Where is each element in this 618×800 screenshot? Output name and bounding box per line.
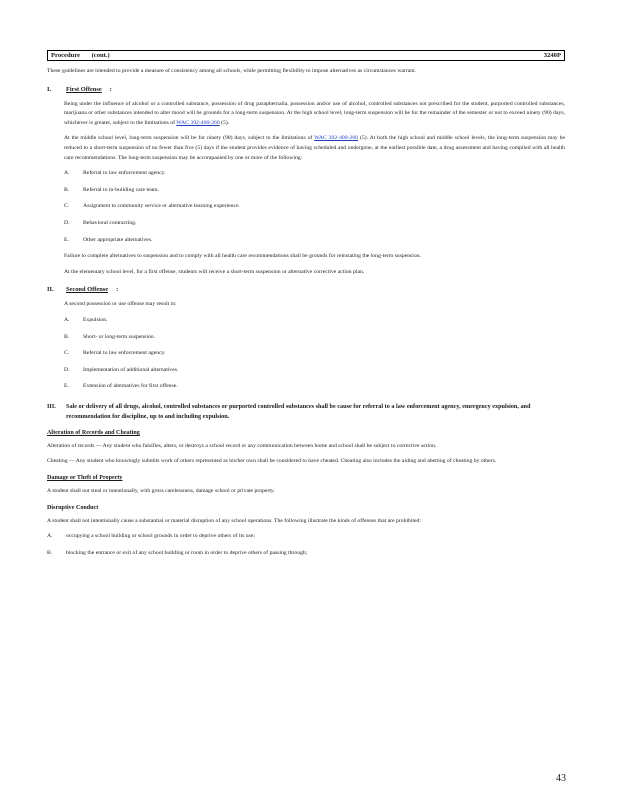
list-item-letter: B.	[64, 333, 70, 340]
list-item-text: Behavioral contracting.	[83, 219, 137, 226]
list-item	[47, 532, 565, 542]
disruptive-heading: Disruptive Conduct	[47, 504, 99, 511]
list-item-letter: D.	[64, 219, 70, 226]
disruptive-offenses-list	[47, 532, 565, 558]
list-item-letter: C.	[64, 203, 70, 210]
first-offense-paragraph-4: At the elementary school level, for a first offense, students will receive a short-term suspension or alternative corrective action plan.	[64, 268, 365, 275]
list-item-text: Other appropriate alternatives.	[83, 236, 153, 243]
paragraph-text: Being under the influence of alcohol or a controlled substance, possession of drug paraphernalia, possession and/or use of alcohol, controlled substances not prescribed for the student, purported controlled substances, marijuana or other substances intended to alter mood will be grounds for a long-term suspension. At the high school level, long-term suspension will be for the remainder of the semester or not to exceed ninety (90) days, whichever is greater, subject to the limitations of	[64, 100, 565, 126]
section-title: First Offense	[66, 85, 102, 93]
list-item	[64, 382, 565, 392]
section-number: II.	[47, 286, 54, 294]
section-first-offense	[47, 86, 565, 93]
wac-link[interactable]: WAC 392-400-260	[314, 135, 359, 142]
section-number: III.	[47, 402, 56, 410]
header-code: 3240P	[543, 52, 561, 59]
list-item-text: occupying a school building or school grounds in order to deprive others of its use;	[66, 533, 255, 540]
wac-link[interactable]: WAC 392-400-260	[176, 119, 220, 126]
list-item-text: Short- or long-term suspension.	[83, 333, 156, 340]
list-item	[64, 333, 565, 343]
list-item	[64, 366, 565, 376]
damage-paragraph: A student shall not steal or intentionally, with gross carelessness, damage school or private property.	[47, 488, 275, 495]
section-number: I.	[47, 85, 52, 93]
damage-heading: Damage or Theft of Property	[47, 475, 123, 482]
alteration-paragraph: Alteration of records — Any student who falsifies, alters, or destroys a school record or any communication between home and school shall be subject to corrective action.	[47, 442, 437, 449]
header-left: Procedure (cont.)	[51, 52, 110, 59]
paragraph-text: (5). At both the high school and middle school levels, the long-term suspension may be reduced to a short-term suspension of no fewer than five (5) days if the student provides evidence of having scheduled and undergone, at the earliest possible date, a drug assessment and having complied with all health care recommendations. The long-term suspension may be accompanied by one or more of the following:	[64, 135, 565, 161]
list-item-text: blocking the entrance or exit of any school building or room in order to deprive others of passing through;	[66, 549, 308, 556]
list-item-letter: B.	[64, 186, 70, 193]
page-number: 43	[556, 773, 566, 784]
list-item-letter: B.	[47, 549, 53, 556]
list-item	[64, 169, 565, 179]
list-item-text: Extension of alternatives for first offense.	[83, 383, 178, 390]
list-item-letter: A.	[47, 533, 53, 540]
list-item-text: Referral to law enforcement agency.	[83, 170, 166, 177]
list-item-letter: A.	[64, 316, 70, 323]
first-offense-options-list	[47, 169, 565, 245]
list-item-text: Expulsion.	[83, 316, 108, 323]
section-second-offense	[47, 286, 565, 293]
paragraph-text: (5).	[221, 119, 230, 126]
section-text: Sale or delivery of all drugs, alcohol, controlled substances or purported controlled substances shall be cause for referral to a law enforcement agency, emergency expulsion, and recommendation for discipline, up to and including expulsion.	[66, 402, 531, 420]
intro-paragraph: These guidelines are intended to provide a measure of consistency among all schools, while permitting flexibility to impose alternatives as circumstances warrant.	[47, 68, 417, 74]
list-item	[47, 549, 565, 559]
first-offense-paragraph-1	[64, 100, 565, 129]
alteration-heading: Alteration of Records and Cheating	[47, 429, 140, 436]
section-colon: :	[109, 85, 112, 93]
list-item	[64, 236, 565, 246]
list-item-letter: E.	[64, 383, 69, 390]
disruptive-paragraph: A student shall not intentionally cause a substantial or material disruption of any school operations. The following illustrate the kinds of offenses that are prohibited:	[47, 517, 421, 524]
paragraph-text: At the middle school level, long-term suspension will be for ninety (90) days, subject to the limitations of	[64, 135, 313, 142]
list-item	[64, 219, 565, 229]
list-item-letter: D.	[64, 366, 70, 373]
list-item	[64, 202, 565, 212]
list-item-text: Referral to in-building care team.	[83, 186, 159, 193]
list-item	[64, 186, 565, 196]
list-item	[64, 316, 565, 326]
first-offense-paragraph-2	[64, 134, 565, 163]
list-item-text: Implementation of additional alternatives.	[83, 366, 179, 373]
list-item-text: Assignment to community service or alternative learning experience.	[83, 203, 240, 210]
section-sale-delivery	[47, 402, 565, 422]
list-item-letter: C.	[64, 350, 70, 357]
cheating-paragraph: Cheating — Any student who knowingly submits work of others represented as his/her own shall be considered to have cheated. Cheating also includes the aiding and abetting of cheating by others.	[47, 458, 497, 465]
procedure-header	[47, 50, 565, 61]
list-item-text: Referral to law enforcement agency.	[83, 350, 166, 357]
section-title: Second Offense	[66, 286, 109, 294]
second-offense-paragraph: A second possession or use offense may result in:	[64, 301, 177, 308]
list-item-letter: A.	[64, 170, 70, 177]
first-offense-paragraph-3: Failure to complete alternatives to suspension and to comply with all health care recommendations shall be grounds for reinstating the long-term suspension.	[64, 253, 421, 260]
second-offense-options-list	[47, 316, 565, 392]
list-item-letter: E.	[64, 236, 69, 243]
section-colon: :	[116, 286, 119, 294]
list-item	[64, 349, 565, 359]
document-page	[47, 50, 565, 565]
